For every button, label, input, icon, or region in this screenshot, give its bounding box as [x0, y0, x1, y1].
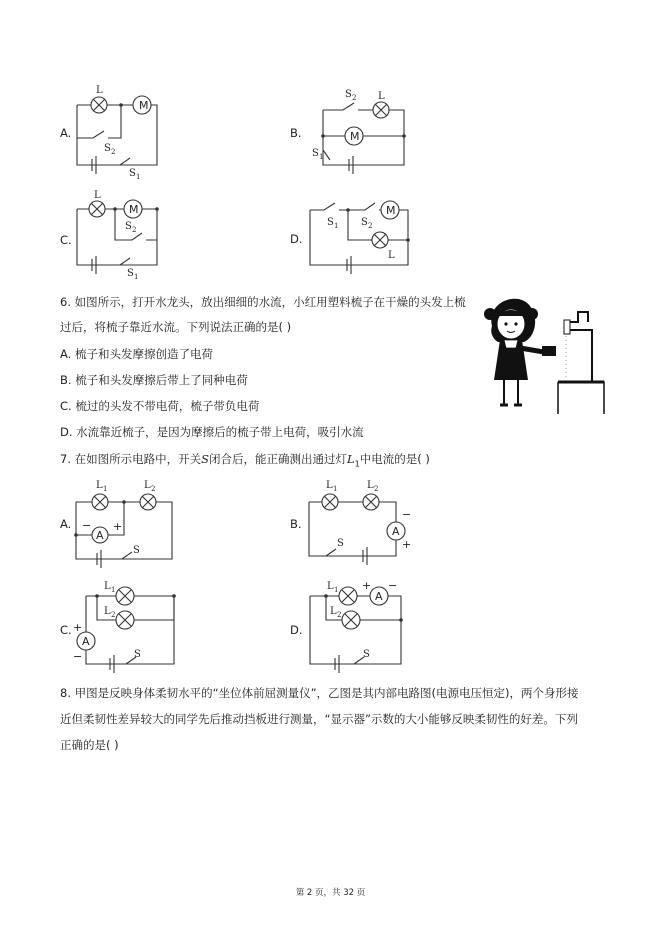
q7-stem-lamp: L [347, 452, 355, 466]
svg-text:S: S [327, 217, 334, 228]
svg-text:L: L [104, 581, 111, 592]
svg-text:+: + [113, 520, 123, 533]
q7-stem-switch: S [201, 452, 210, 466]
q6-option-c: C. 梳过的头发不带电荷，梳子带负电荷 [60, 399, 260, 413]
svg-text:L: L [326, 480, 333, 491]
q7-stem-pre: 7. 在如图所示电路中，开关 [60, 452, 202, 466]
svg-text:+: + [73, 621, 83, 634]
svg-text:M: M [129, 203, 139, 216]
svg-text:1: 1 [319, 153, 324, 161]
q7-stem-mid: 闭合后，能正确测出通过灯 [209, 452, 348, 466]
q5-option-d-letter: D. [290, 232, 303, 246]
svg-text:L: L [378, 91, 385, 102]
svg-text:A: A [392, 525, 400, 538]
svg-text:S: S [361, 217, 368, 228]
q6-option-b: B. 梳子和头发摩擦后带上了同种电荷 [60, 373, 248, 387]
svg-text:M: M [139, 99, 149, 112]
q8-line3: 正确的是( ) [60, 738, 119, 752]
svg-text:L: L [96, 480, 103, 491]
q5-option-a-letter: A. [60, 126, 72, 140]
svg-text:S: S [134, 649, 141, 660]
svg-text:+: + [402, 538, 412, 551]
svg-text:+: + [362, 579, 372, 592]
svg-text:S: S [127, 268, 134, 279]
svg-text:−: − [73, 650, 83, 663]
svg-text:A: A [96, 529, 104, 542]
svg-text:2: 2 [132, 226, 137, 234]
svg-text:S: S [129, 168, 136, 179]
svg-text:L: L [327, 581, 334, 592]
page-footer: 第 2 页，共 32 页 [295, 888, 366, 898]
svg-text:S: S [133, 545, 140, 556]
q7-option-d-letter: D. [290, 623, 303, 637]
svg-text:S: S [125, 221, 132, 232]
svg-text:2: 2 [337, 611, 342, 619]
svg-text:1: 1 [136, 173, 141, 181]
svg-text:S: S [345, 89, 352, 100]
svg-text:1: 1 [103, 485, 108, 493]
svg-text:1: 1 [334, 586, 339, 594]
svg-text:1: 1 [333, 485, 338, 493]
q8-line2: 近但柔韧性差异较大的同学先后推动挡板进行测量，“显示器”示数的大小能够反映柔韧性的好差。下列 [60, 712, 578, 726]
q7-option-c-letter: C. [60, 623, 72, 637]
svg-text:2: 2 [368, 222, 373, 230]
q6-option-a: A. 梳子和头发摩擦创造了电荷 [60, 347, 213, 361]
svg-text:S: S [312, 148, 319, 159]
svg-text:S: S [363, 649, 370, 660]
svg-text:L: L [104, 606, 111, 617]
svg-text:A: A [375, 590, 383, 603]
svg-text:M: M [386, 204, 396, 217]
svg-text:S: S [104, 143, 111, 154]
svg-text:1: 1 [134, 273, 139, 281]
q7-stem-post: 中电流的是( ) [359, 452, 430, 466]
q6-option-d: D. 水流靠近梳子，是因为摩擦后的梳子带上电荷，吸引水流 [60, 425, 364, 439]
q5-option-c-letter: C. [60, 233, 72, 247]
svg-text:L: L [388, 250, 395, 261]
svg-text:2: 2 [111, 611, 116, 619]
svg-text:2: 2 [151, 485, 156, 493]
svg-text:2: 2 [374, 485, 379, 493]
svg-text:L: L [96, 85, 103, 96]
svg-text:L: L [330, 606, 337, 617]
svg-text:−: − [402, 508, 412, 521]
q7-option-a-letter: A. [60, 517, 72, 531]
svg-text:2: 2 [111, 148, 116, 156]
q8-line1: 8. 甲图是反映身体柔韧水平的“坐位体前屈测量仪”，乙图是其内部电路图(电源电压恒定)，两个身形接 [60, 686, 579, 700]
svg-text:L: L [144, 480, 151, 491]
q6-stem-line1: 6. 如图所示，打开水龙头，放出细细的水流，小红用塑料梳子在干燥的头发上梳 [60, 295, 466, 309]
svg-text:L: L [367, 480, 374, 491]
svg-text:S: S [337, 538, 344, 549]
q6-stem-line2: 过后，将梳子靠近水流。下列说法正确的是( ) [60, 320, 292, 334]
svg-text:1: 1 [334, 222, 339, 230]
svg-text:A: A [82, 635, 90, 648]
svg-text:L: L [94, 190, 101, 201]
svg-text:2: 2 [352, 94, 357, 102]
svg-text:−: − [388, 579, 398, 592]
q5-option-b-letter: B. [290, 126, 302, 140]
svg-text:1: 1 [111, 586, 116, 594]
q7-stem-lamp-sub: 1 [354, 459, 360, 469]
svg-text:M: M [350, 130, 360, 143]
q7-option-b-letter: B. [290, 517, 302, 531]
svg-text:−: − [82, 519, 92, 532]
